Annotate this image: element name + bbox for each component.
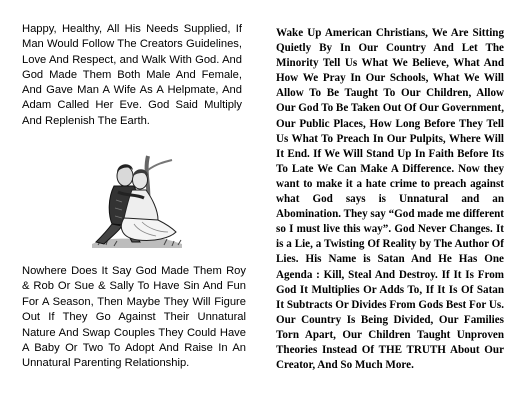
left-column-bottom-paragraph: Nowhere Does It Say God Made Them Roy & Rob Or Sue & Sally To Have Sin And Fun For A Season, Then Maybe They Will Figure Out If They Go Against Their Unnatural Nature And Swap Couples They Could Have A Baby Or Two To Adopt And Raise In An Unnatural Parenting Relationship. [22, 265, 246, 370]
left-column-top-paragraph: Happy, Healthy, All His Needs Supplied, If Man Would Follow The Creators Guidelines, Love And Respect, and Walk With God. And God Made Them Both Male And Female, And Gave Man A Wife As A Helpmate, And Adam Called Her Eve. God Said Multiply And Replenish The Earth. [22, 23, 242, 127]
right-column-paragraph: Wake Up American Christians, We Are Sitting Quietly By In Our Country And Let The Minority Tell Us What We Believe, What And How We Pray In Our Schools, What We Will Allow To Be Taught To Our Children, Allow Our God To Be Taken Out Of Our Government, Our Public Places, How Long Before They Tell Us What To Preach In Our Pulpits, Where Will It End. If We Will Stand Up In Faith Before Its To Late We Can Make A Difference. Now they want to make it a hate crime to preach against what God says is Unnatural and an Abomination. They say “God made me different so I must live this way”. God Never Changes. It is a Lie, a Twisting Of Reality by The Author Of Lies. His Name is Satan And He Has One Agenda : Kill, Steal And Destroy. If It Is From God It Multiplies Or Adds To, If It Is Of Satan It Subtracts Or Divides From Gods Best For Us. Our Country Is Being Divided, Our Families Torn Apart, Our Children Taught Unproven Theories Instead Of THE TRUTH About Our Creator, And So Much More. [276, 27, 504, 372]
couple-illustration [78, 152, 193, 252]
